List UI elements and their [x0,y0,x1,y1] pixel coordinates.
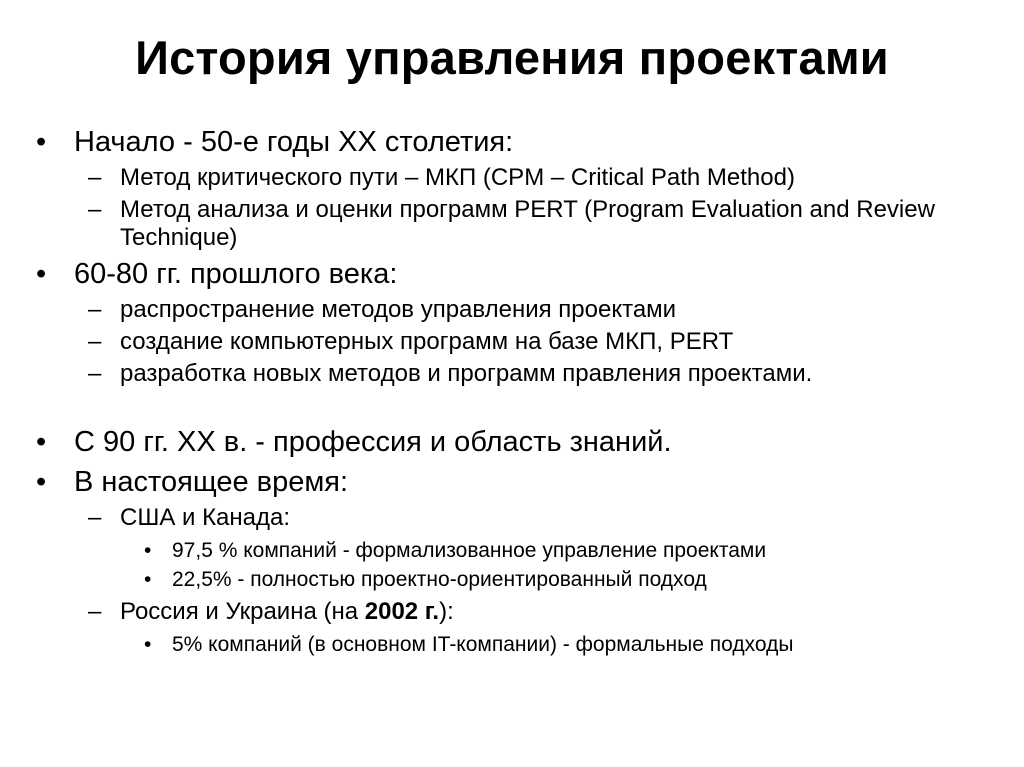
slide-title: История управления проектами [135,31,889,84]
sub-item-7 [32,598,1002,626]
sub-item-text: США и Канада: [120,504,291,531]
bullet-item-4 [32,464,1002,500]
sub-sub-item-1 [32,536,1002,565]
bullet-marker: • [36,426,47,458]
bullet-marker: • [36,258,47,290]
sub-sub-item-text: 22,5% - полностью проектно-ориентированный подход [172,568,707,591]
bullet-item-2 [32,256,1002,292]
year-highlight: 2002 г. [364,598,440,625]
sub-sub-item-3 [32,630,1002,659]
bullet-marker: • [36,466,47,498]
sub-item-text: Метод критического пути – МКП (CPM – Critical Path Method) [120,164,795,191]
slide-content [32,124,1002,659]
dash-marker: – [88,196,102,223]
bullet-text: 60-80 гг. прошлого века: [74,258,398,290]
small-bullet-marker: • [144,539,152,562]
small-bullet-marker: • [144,633,152,656]
small-bullet-marker: • [144,568,152,591]
sub-item-4 [32,328,1002,356]
sub-item-text-before: Россия и Украина (на [120,598,365,625]
bullet-text: Начало - 50-е годы XX столетия: [74,126,514,158]
dash-marker: – [88,360,102,387]
sub-item-6 [32,504,1002,532]
sub-sub-item-text: 97,5 % компаний - формализованное управление проектами [172,539,767,562]
sub-item-text: создание компьютерных программ на базе МКП, PERT [120,328,734,355]
sub-item-2 [32,196,1002,252]
sub-sub-item-2 [32,565,1002,594]
sub-item-5 [32,360,1002,388]
dash-marker: – [88,598,102,625]
sub-item-text: Метод анализа и оценки программ PERT (Program Evaluation and Review Technique) [120,196,935,251]
sub-item-3 [32,296,1002,324]
sub-item-text: разработка новых методов и программ правления проектами. [120,360,813,387]
dash-marker: – [88,164,102,191]
dash-marker: – [88,328,102,355]
dash-marker: – [88,296,102,323]
bullet-item-1 [32,124,1002,160]
bullet-marker: • [36,126,47,158]
sub-item-text-after: ): [439,598,454,625]
bullet-text: В настоящее время: [74,466,349,498]
sub-sub-item-text: 5% компаний (в основном IT-компании) - формальные подходы [172,633,794,656]
sub-item-1 [32,164,1002,192]
sub-item-text: распространение методов управления проектами [120,296,677,323]
bullet-item-3 [32,424,1002,460]
bullet-text: С 90 гг. XX в. - профессия и область знаний. [74,426,672,458]
dash-marker: – [88,504,102,531]
